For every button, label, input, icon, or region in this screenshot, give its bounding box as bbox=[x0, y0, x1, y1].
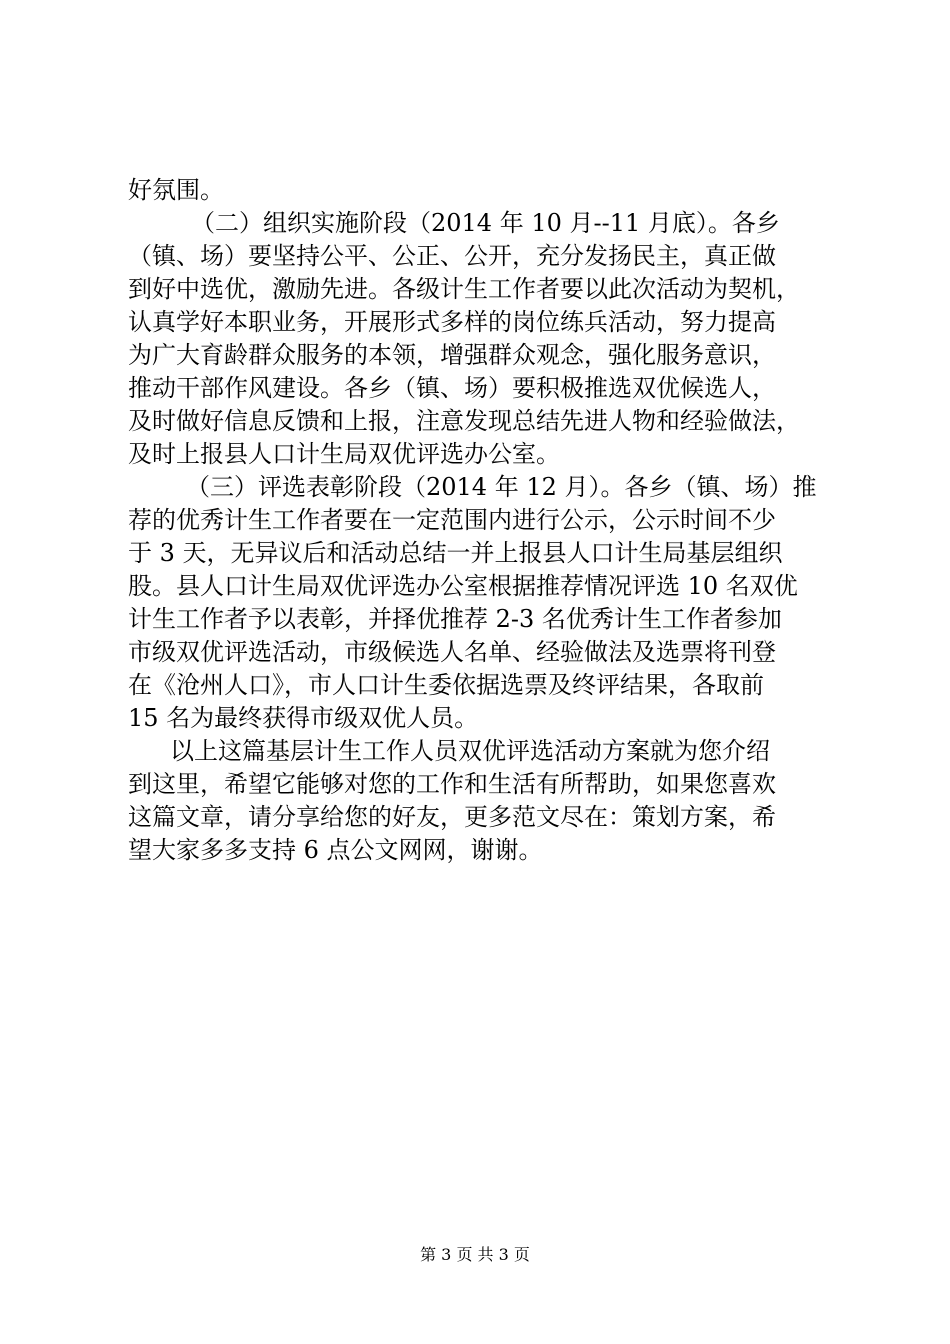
text-line: 到这里，希望它能够对您的工作和生活有所帮助，如果您喜欢 bbox=[128, 770, 776, 798]
text-line: 推动干部作风建设。各乡（镇、场）要积极推选双优候选人， bbox=[128, 374, 776, 402]
text-line: 于 3 天，无异议后和活动总结一并上报县人口计生局基层组织 bbox=[128, 539, 783, 567]
text-line: 及时上报县人口计生局双优评选办公室。 bbox=[128, 440, 560, 468]
text-line: 这篇文章，请分享给您的好友，更多范文尽在：策划方案，希 bbox=[128, 803, 776, 831]
text-line: 望大家多多支持 6 点公文网网，谢谢。 bbox=[128, 836, 543, 864]
text-line: 好氛围。 bbox=[128, 176, 224, 204]
text-line: 15 名为最终获得市级双优人员。 bbox=[128, 704, 479, 732]
document-body bbox=[128, 174, 828, 867]
text-line: 计生工作者予以表彰，并择优推荐 2-3 名优秀计生工作者参加 bbox=[128, 605, 782, 633]
text-line: 市级双优评选活动，市级候选人名单、经验做法及选票将刊登 bbox=[128, 638, 776, 666]
page-number-label: 第 3 页 共 3 页 bbox=[420, 1245, 530, 1264]
text-line: （镇、场）要坚持公平、公正、公开，充分发扬民主，真正做 bbox=[128, 242, 776, 270]
text-line: 在《沧州人口》，市人口计生委依据选票及终评结果，各取前 bbox=[128, 671, 764, 699]
text-line: 认真学好本职业务，开展形式多样的岗位练兵活动，努力提高 bbox=[128, 308, 776, 336]
text-line: 股。县人口计生局双优评选办公室根据推荐情况评选 10 名双优 bbox=[128, 572, 798, 600]
paragraph-first-line: 以上这篇基层计生工作人员双优评选活动方案就为您介绍 bbox=[170, 737, 770, 765]
text-line: 为广大育龄群众服务的本领，增强群众观念，强化服务意识， bbox=[128, 341, 776, 369]
page-footer bbox=[0, 1244, 950, 1266]
paragraph-first-line: （二）组织实施阶段（2014 年 10 月--11 月底）。各乡 bbox=[191, 209, 780, 237]
paragraph-first-line: （三）评选表彰阶段（2014 年 12 月）。各乡（镇、场）推 bbox=[186, 473, 817, 501]
text-line: 荐的优秀计生工作者要在一定范围内进行公示，公示时间不少 bbox=[128, 506, 776, 534]
text-line: 到好中选优，激励先进。各级计生工作者要以此次活动为契机， bbox=[128, 275, 800, 303]
text-line: 及时做好信息反馈和上报，注意发现总结先进人物和经验做法， bbox=[128, 407, 800, 435]
